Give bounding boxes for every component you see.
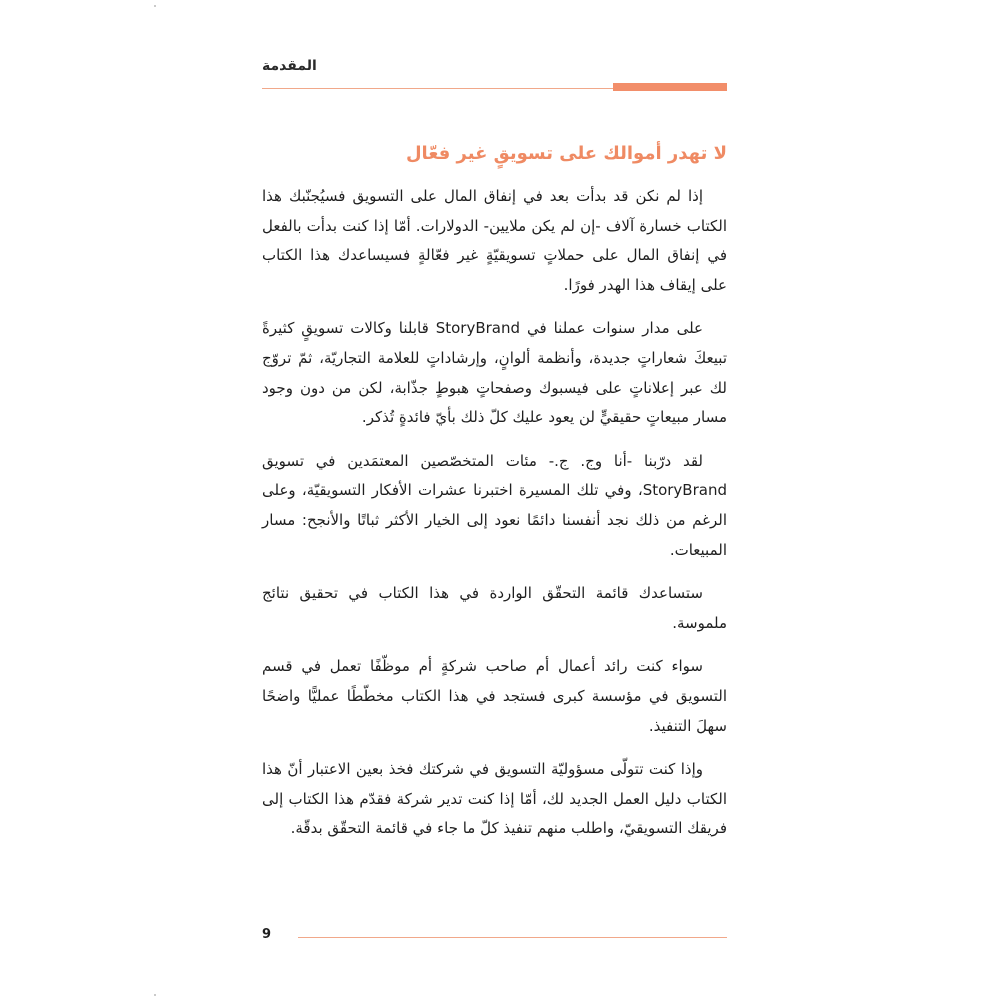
header-accent-bar (613, 83, 727, 91)
crop-mark-bottom (154, 994, 156, 996)
paragraph-6: وإذا كنت تتولّى مسؤوليّة التسويق في شركتك فخذ بعين الاعتبار أنّ هذا الكتاب دليل العمل الجديد لك، أمّا إذا كنت تدير شركة فقدّم هذا الكتاب إلى فريقك التسويقيّ، واطلب منهم تنفيذ كلّ ما جاء في قائمة التحقّق بدقّة. (262, 760, 727, 838)
paragraph-4: ستساعدك قائمة التحقّق الواردة في هذا الكتاب في تحقيق نتائج ملموسة. (262, 584, 727, 632)
paragraph-1: إذا لم نكن قد بدأت بعد في إنفاق المال على التسويق فسيُجنّبك هذا الكتاب خسارة آلاف -إن لم يكن ملايين- الدولارات. أمّا إذا كنت بدأت بالفعل في إنفاق المال على حملاتٍ تسويقيّةٍ غير فعّالةٍ فسيساعدك هذا الكتاب على إيقاف هذا الهدر فورًا. (262, 187, 727, 294)
section-heading: لا تهدر أموالك على تسويقٍ غير فعّال (405, 143, 727, 164)
paragraph-3: لقد درّبنا -أنا وج. ج.- مئات المتخصّصين المعتمَدين في تسويق StoryBrand، وفي تلك المسيرة اختبرنا عشرات الأفكار التسويقيّة، وعلى الرغم من ذلك نجد أنفسنا دائمًا نعود إلى الخيار الأكثر ثباتًا والأنجح: مسار المبيعات. (262, 451, 727, 559)
running-head-title: المقدمة (262, 58, 317, 74)
book-page (262, 0, 727, 1000)
page-content (262, 138, 727, 858)
footer-rule (298, 937, 727, 938)
page-number: 9 (262, 927, 272, 942)
paragraph-5: سواء كنت رائد أعمال أم صاحب شركةٍ أم موظّفًا تعمل في قسم التسويق في مؤسسة كبرى فستجد في هذا الكتاب مخطّطًا عمليًّا واضحًا سهلَ التنفيذ. (262, 657, 727, 735)
crop-mark-top (154, 5, 156, 7)
paragraph-2: على مدار سنوات عملنا في StoryBrand قابلنا وكالات تسويقٍ كثيرةً تبيعكَ شعاراتٍ جديدة، وأنظمة ألوانٍ، وإرشاداتٍ للعلامة التجاريّة، ثمّ تروّج لك عبر إعلاناتٍ على فيسبوك وصفحاتٍ هبوطٍ جذّابة، لكن من دون وجود مسار مبيعاتٍ حقيقيٍّ لن يعود عليك كلّ ذلك بأيّ فائدةٍ تُذكر. (262, 319, 727, 427)
